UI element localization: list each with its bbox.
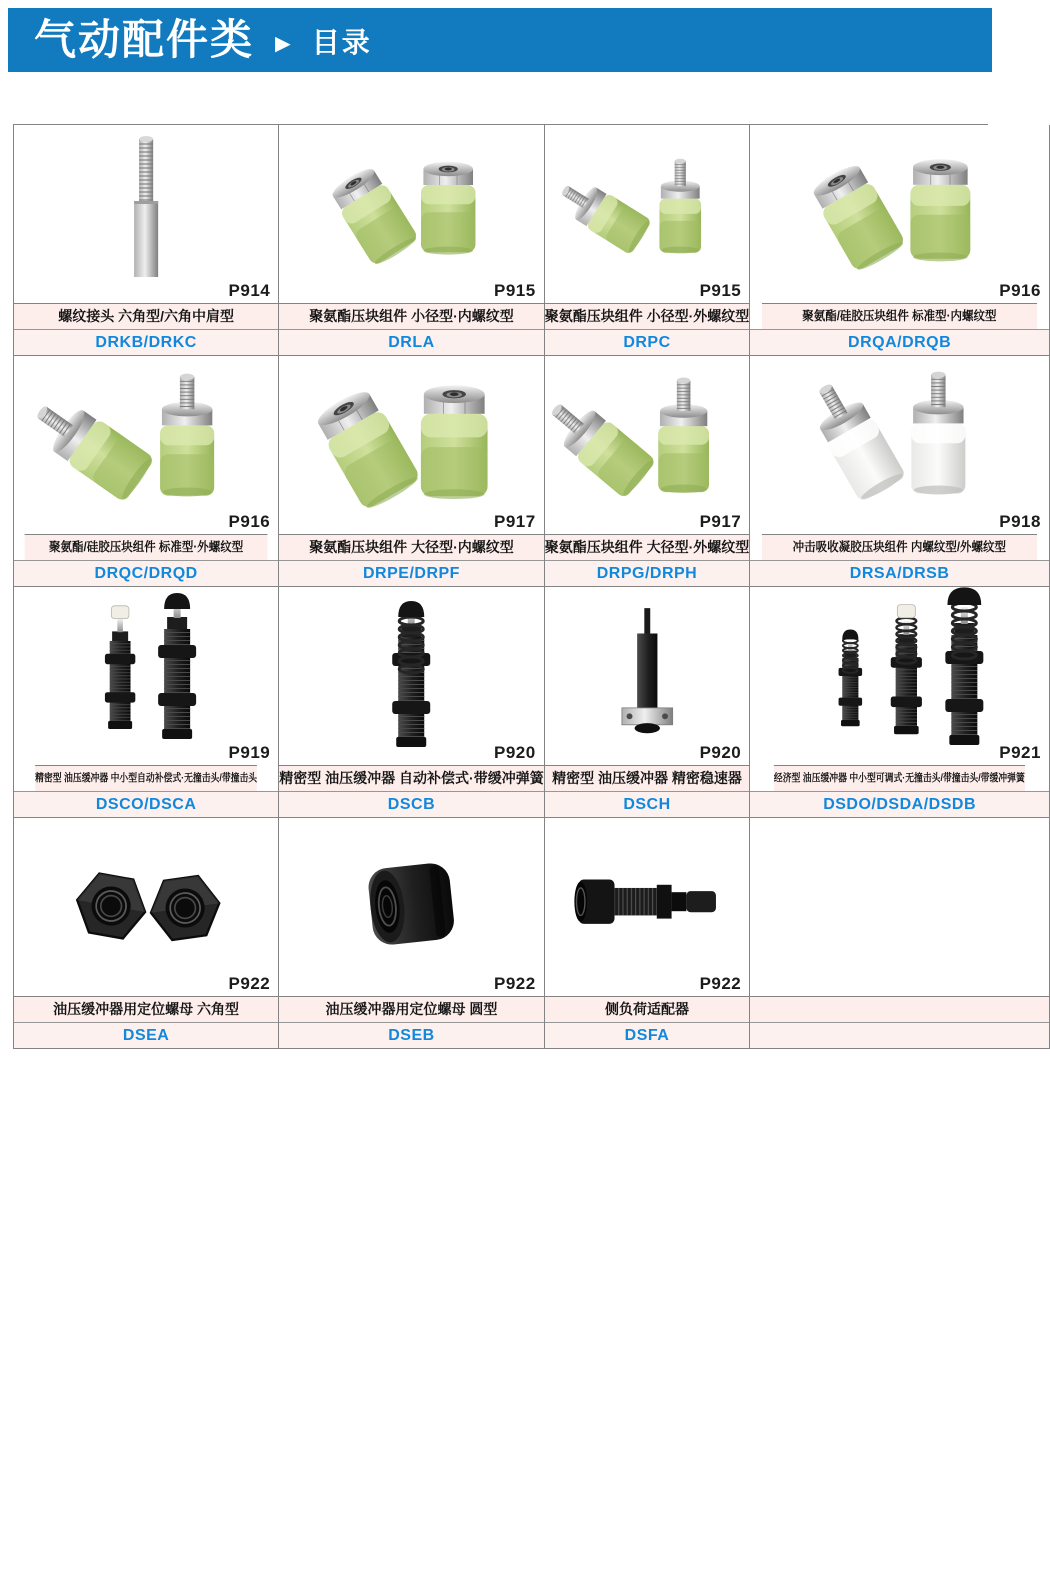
product-code-link[interactable]: DRLA <box>279 329 543 355</box>
product-photo-area <box>14 125 278 303</box>
product-photo-area <box>14 818 278 996</box>
catalog-grid <box>13 124 1041 1049</box>
arrow-right-icon: ► <box>270 28 296 58</box>
urethane-block-external-small-image <box>545 125 750 289</box>
product-code-link[interactable]: DRSA/DRSB <box>750 560 1049 586</box>
product-code-link[interactable]: DRPE/DRPF <box>279 560 543 586</box>
product-description: 螺纹接头 六角型/六角中肩型 <box>14 303 278 329</box>
product-code-link[interactable]: DRQA/DRQB <box>750 329 1049 355</box>
product-description: 聚氨酯压块组件 大径型·内螺纹型 <box>279 534 543 560</box>
product-code-link <box>750 1022 1049 1048</box>
page-header <box>8 8 992 72</box>
urethane-silicone-block-external-image <box>14 356 278 520</box>
product-photo-area <box>750 125 1049 303</box>
page-number: P921 <box>999 743 1041 762</box>
product-photo-area <box>750 587 1049 765</box>
product-description: 聚氨酯/硅胶压块组件 标准型·外螺纹型 <box>25 534 268 560</box>
product-code-link[interactable]: DSCH <box>545 791 750 817</box>
product-description: 经济型 油压缓冲器 中小型可调式·无撞击头/带撞击头/带缓冲弹簧 <box>774 765 1025 791</box>
product-description: 精密型 油压缓冲器 中小型自动补偿式·无撞击头/带撞击头 <box>35 765 257 791</box>
locating-nut-hex-image <box>14 818 278 982</box>
product-description: 油压缓冲器用定位螺母 圆型 <box>279 996 543 1022</box>
product-photo-area <box>279 587 543 765</box>
page-number: P922 <box>699 974 742 993</box>
product-description <box>750 996 1049 1022</box>
page-number: P914 <box>228 281 271 300</box>
product-description: 油压缓冲器用定位螺母 六角型 <box>14 996 278 1022</box>
page-number: P915 <box>699 281 742 300</box>
shock-absorber-trio-image <box>750 587 1049 751</box>
product-code-link[interactable]: DSCB <box>279 791 543 817</box>
catalog-cell-empty <box>750 818 1050 1049</box>
product-description: 聚氨酯压块组件 小径型·外螺纹型 <box>545 303 750 329</box>
catalog-cell-drsa <box>750 356 1050 587</box>
page-number: P922 <box>228 974 271 993</box>
page-number: P920 <box>699 743 742 762</box>
page-number: P919 <box>228 743 271 762</box>
locating-nut-round-image <box>279 818 543 982</box>
catalog-cell-dsfa <box>545 818 751 1049</box>
catalog-cell-dsco <box>14 587 279 818</box>
precision-speed-controller-image <box>545 587 750 751</box>
catalog-cell-drqa <box>750 125 1050 356</box>
product-code-link[interactable]: DSFA <box>545 1022 750 1048</box>
page-number: P918 <box>999 512 1041 531</box>
product-photo-area <box>14 587 278 765</box>
page-title: 气动配件类 <box>34 16 255 63</box>
product-description: 精密型 油压缓冲器 精密稳速器 <box>545 765 750 791</box>
page-number: P917 <box>494 512 536 531</box>
catalog-cell-dseb <box>279 818 544 1049</box>
product-code-link[interactable]: DSDO/DSDA/DSDB <box>750 791 1049 817</box>
urethane-block-external-large-image <box>545 356 750 520</box>
catalog-cell-dsch <box>545 587 751 818</box>
product-description: 冲击吸收凝胶压块组件 内螺纹型/外螺纹型 <box>762 534 1037 560</box>
product-photo-area <box>750 818 1049 996</box>
product-code-link[interactable]: DRQC/DRQD <box>14 560 278 586</box>
page-number: P922 <box>494 974 536 993</box>
shock-absorbing-gel-block-image <box>750 356 1049 520</box>
catalog-cell-drpc <box>545 125 751 356</box>
product-description: 聚氨酯压块组件 大径型·外螺纹型 <box>545 534 750 560</box>
catalog-cell-drpg <box>545 356 751 587</box>
product-photo-area <box>14 356 278 534</box>
product-code-link[interactable]: DSEA <box>14 1022 278 1048</box>
product-photo-area <box>545 818 750 996</box>
product-code-link[interactable]: DSEB <box>279 1022 543 1048</box>
urethane-block-internal-large-image <box>279 356 543 520</box>
catalog-cell-drkb <box>14 125 279 356</box>
product-code-link[interactable]: DRPC <box>545 329 750 355</box>
page-subtitle: 目录 <box>311 27 372 58</box>
page-number: P916 <box>228 512 271 531</box>
catalog-cell-drpe <box>279 356 544 587</box>
page-number: P916 <box>999 281 1041 300</box>
page-number: P917 <box>699 512 742 531</box>
product-photo-area <box>279 125 543 303</box>
threaded-connector-image <box>14 125 278 289</box>
catalog-cell-dsea <box>14 818 279 1049</box>
product-photo-area <box>279 818 543 996</box>
shock-absorber-pair-image <box>14 587 278 751</box>
product-code-link[interactable]: DRKB/DRKC <box>14 329 278 355</box>
urethane-silicone-block-internal-image <box>750 125 1049 289</box>
product-description: 侧负荷适配器 <box>545 996 750 1022</box>
catalog-cell-drqc <box>14 356 279 587</box>
product-code-link[interactable]: DSCO/DSCA <box>14 791 278 817</box>
product-description: 精密型 油压缓冲器 自动补偿式·带缓冲弹簧 <box>279 765 543 791</box>
product-photo-area <box>545 587 750 765</box>
product-description: 聚氨酯压块组件 小径型·内螺纹型 <box>279 303 543 329</box>
catalog-cell-dsdo <box>750 587 1050 818</box>
page-number: P920 <box>494 743 536 762</box>
catalog-cell-dscb <box>279 587 544 818</box>
product-description: 聚氨酯/硅胶压块组件 标准型·内螺纹型 <box>762 303 1037 329</box>
shock-absorber-with-spring-image <box>279 587 543 751</box>
product-photo-area <box>545 125 750 303</box>
product-photo-area <box>750 356 1049 534</box>
product-photo-area <box>545 356 750 534</box>
product-code-link[interactable]: DRPG/DRPH <box>545 560 750 586</box>
catalog-cell-drla <box>279 125 544 356</box>
product-photo-area <box>279 356 543 534</box>
side-load-adapter-image <box>545 818 750 982</box>
urethane-block-internal-small-image <box>279 125 543 289</box>
page-number: P915 <box>494 281 536 300</box>
